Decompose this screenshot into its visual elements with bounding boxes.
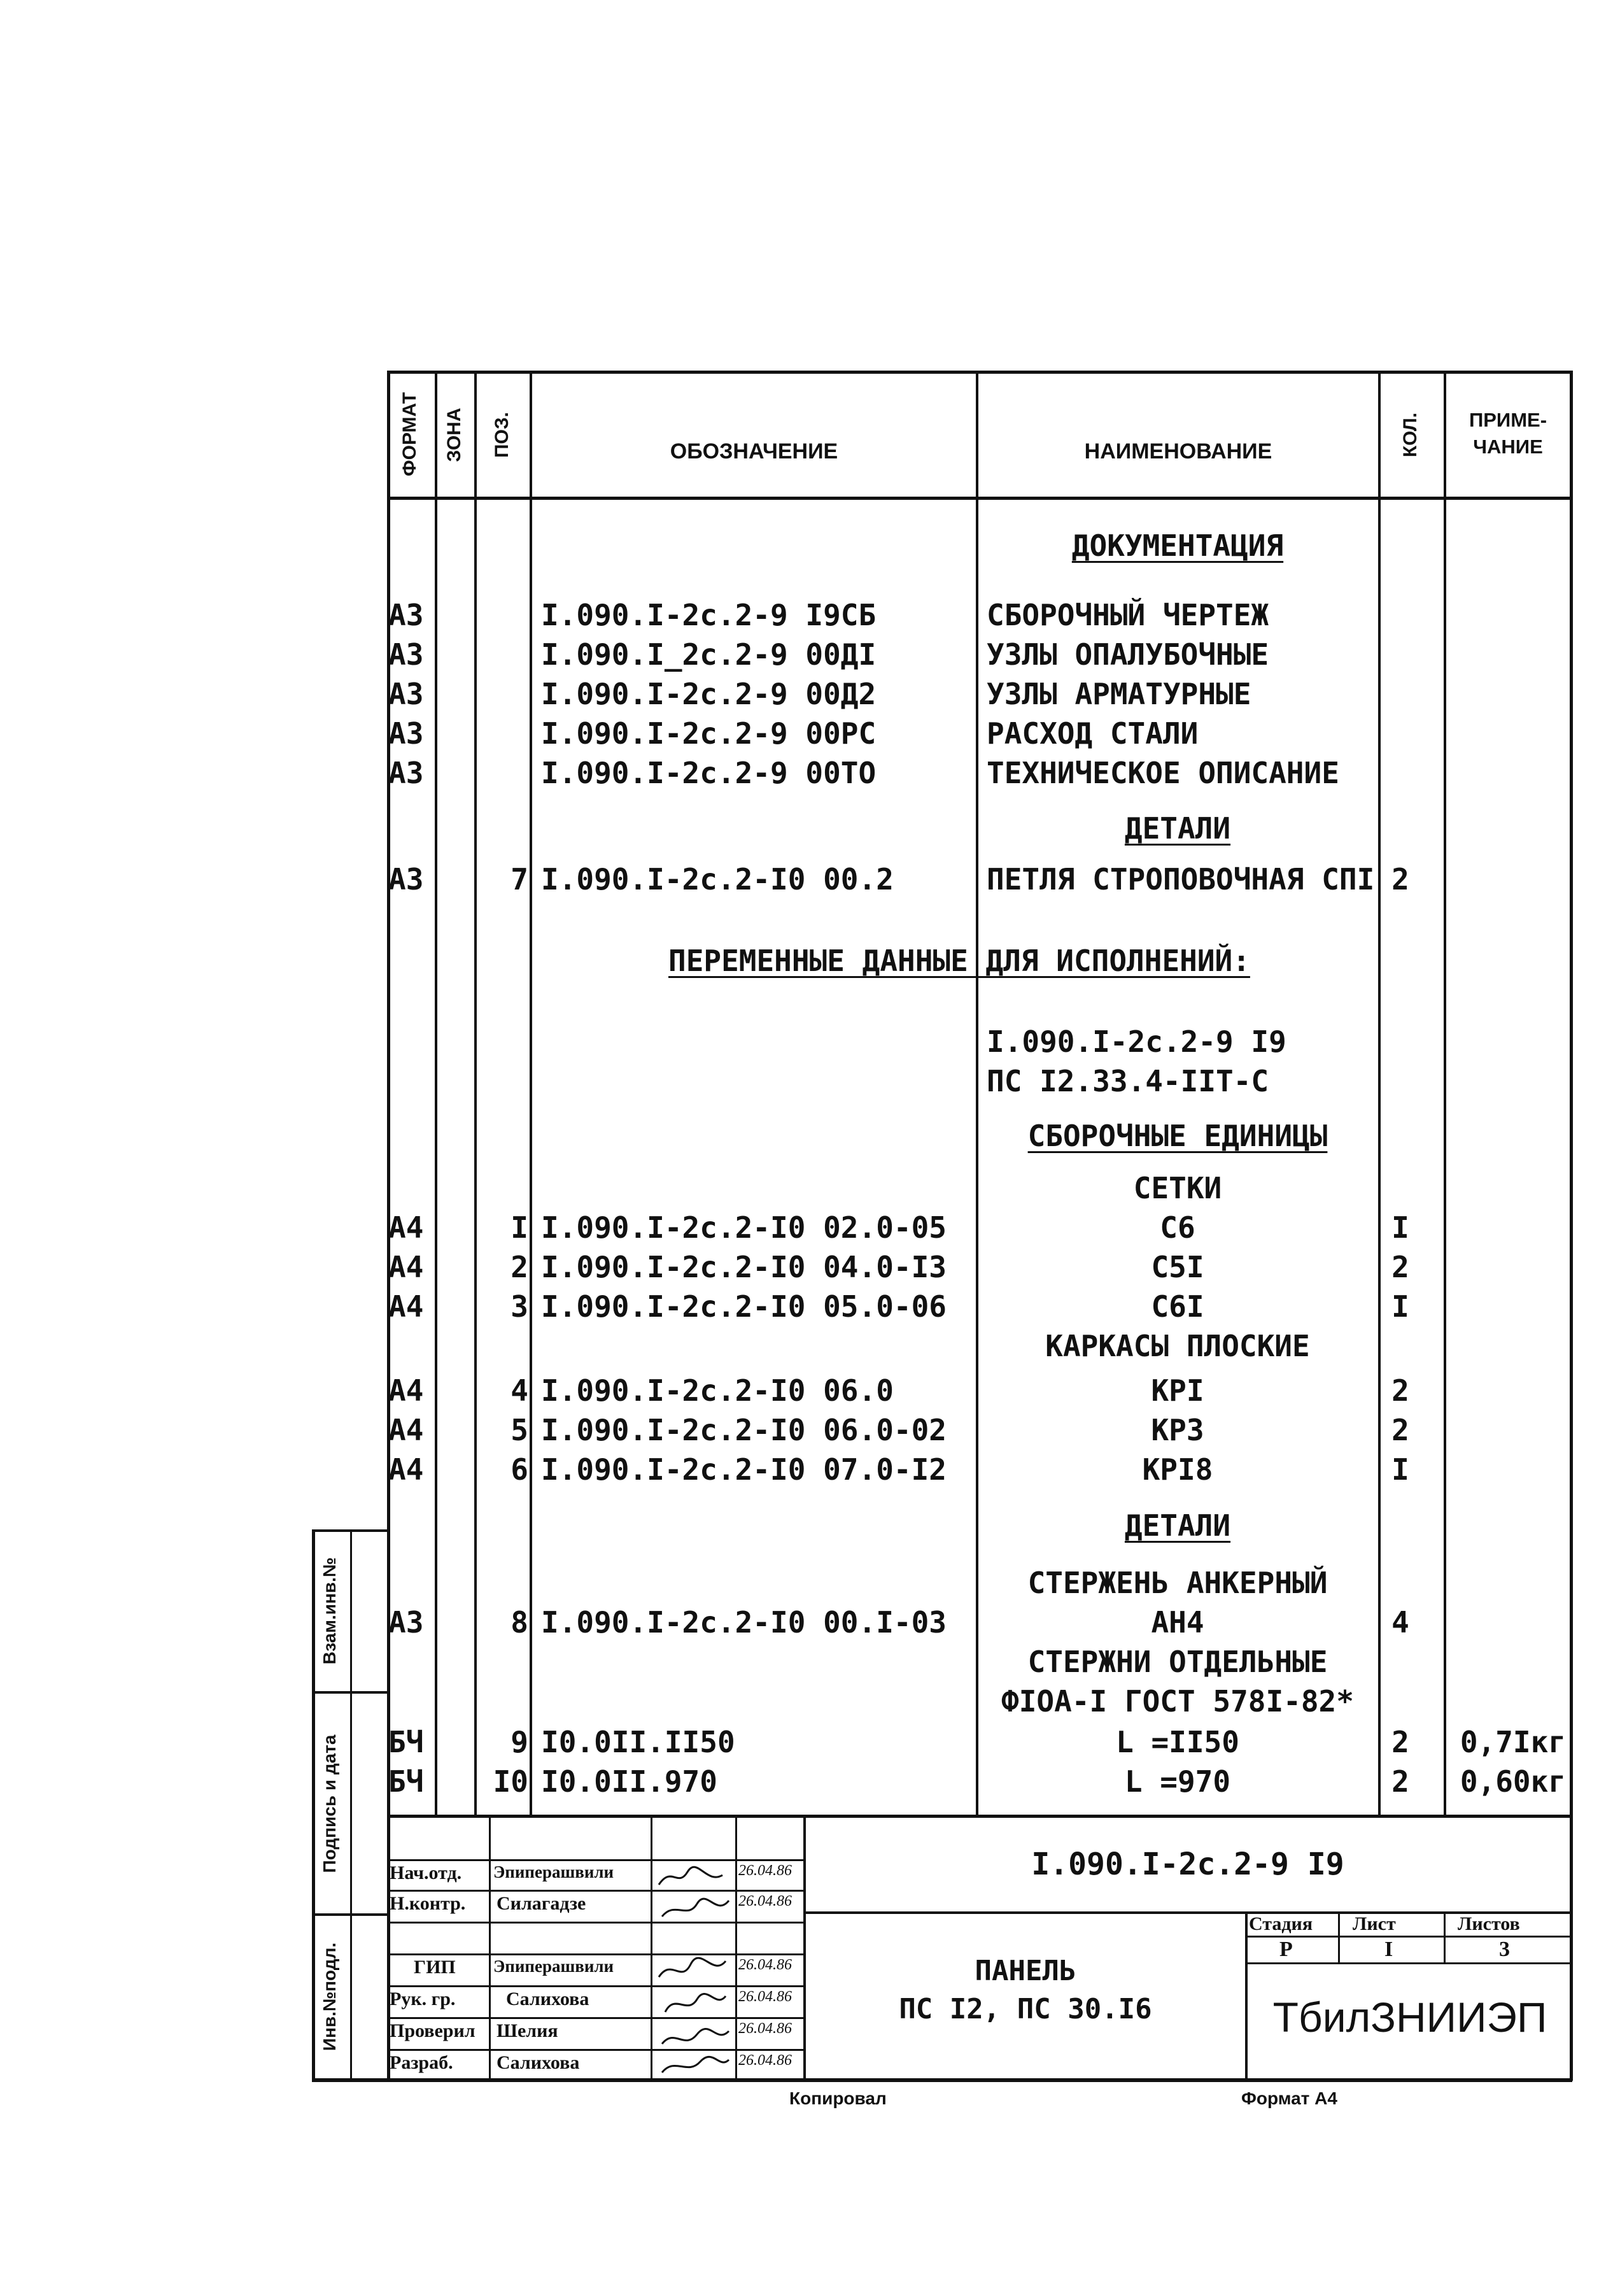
subsection-row-flat-frames [0, 1326, 1620, 1366]
tb-person-name: Эпиперашвили [493, 1862, 614, 1881]
designation-cell: I.090.I-2с.2-I0 07.0-I2 [541, 1452, 947, 1487]
tb-stage-value: Р [1279, 1938, 1293, 1961]
tb-role: ГИП [414, 1957, 456, 1978]
tb-sheet-value: I [1384, 1938, 1393, 1961]
format-cell: БЧ [388, 1725, 424, 1759]
table-row [0, 1247, 1620, 1287]
tb-sheets-label: Листов [1458, 1913, 1520, 1934]
designation-cell: I.090.I-2с.2-I0 06.0-02 [541, 1413, 947, 1447]
tb-role: Н.контр. [390, 1893, 466, 1914]
name-cell: СТЕРЖНИ ОТДЕЛЬНЫЕ [1027, 1645, 1328, 1679]
tb-mid-horizontal [803, 1911, 1572, 1914]
tb-sheets-value: 3 [1499, 1938, 1510, 1961]
designation-cell: I.090.I-2с.2-I0 04.0-I3 [541, 1250, 947, 1284]
tb-grid-h1 [387, 1859, 803, 1861]
header-note-line2: ЧАНИЕ [1473, 436, 1543, 458]
tb-grid-h4 [387, 1953, 803, 1955]
table-row [0, 714, 1620, 753]
tb-title-line2: ПС I2, ПС 30.I6 [899, 1993, 1152, 2025]
pos-cell: 4 [511, 1373, 528, 1408]
qty-cell: 2 [1391, 1373, 1409, 1408]
designation-cell: I.090.I-2с.2-9 00ТО [541, 756, 877, 790]
tb-organization: ТбилЗНИИЭП [1272, 1994, 1547, 2041]
tb-date: 26.04.86 [738, 1862, 792, 1879]
designation-cell: I.090.I-2с.2-9 00РС [541, 716, 877, 751]
table-row [0, 1287, 1620, 1326]
subsection-row-meshes [0, 1168, 1620, 1208]
side-stamp-inv-orig: Инв.№подл. [320, 1942, 339, 2052]
name-cell: РАСХОД СТАЛИ [987, 716, 1199, 751]
designation-cell: I.090.I-2с.2-I0 06.0 [541, 1373, 894, 1408]
subsection-title: КАРКАСЫ ПЛОСКИЕ [1045, 1329, 1310, 1363]
note-cell: 0,60кг [1460, 1764, 1566, 1799]
tb-grid-h7 [387, 2049, 803, 2051]
variable-data-title: ПЕРЕМЕННЫЕ ДАННЫЕ ДЛЯ ИСПОЛНЕНИЙ: [668, 944, 1250, 978]
pos-cell: 9 [511, 1725, 528, 1759]
name-cell: L =II50 [1116, 1725, 1239, 1759]
designation-cell: I.090.I-2с.2-9 00Д2 [541, 677, 877, 711]
tb-stage-row [1245, 1962, 1572, 1964]
tb-grid-h5 [387, 1985, 803, 1987]
name-cell: КРI [1151, 1373, 1204, 1408]
header-zone: ЗОНА [444, 407, 465, 462]
side-stamp-sep-1 [312, 1691, 387, 1694]
pos-cell: 6 [511, 1452, 528, 1487]
table-row [0, 1410, 1620, 1450]
designation-cell: I0.0II.II50 [541, 1725, 735, 1759]
section-row-details [0, 809, 1620, 848]
header-qty: КОЛ. [1400, 412, 1421, 458]
pos-cell: 7 [511, 862, 528, 896]
designation-cell: I0.0II.970 [541, 1764, 717, 1799]
frame-top [387, 371, 1572, 374]
format-cell: А3 [388, 1605, 424, 1640]
pos-cell: I0 [493, 1764, 528, 1799]
tb-role: Разраб. [390, 2052, 453, 2073]
section-row-documentation [0, 526, 1620, 565]
qty-cell: 2 [1391, 1725, 1409, 1759]
tb-date: 26.04.86 [738, 2052, 792, 2069]
pos-cell: 2 [511, 1250, 528, 1284]
tb-date: 26.04.86 [738, 1957, 792, 1973]
table-row [0, 1450, 1620, 1489]
table-row [0, 1722, 1620, 1762]
name-cell: С6I [1151, 1289, 1204, 1324]
table-row [0, 753, 1620, 793]
tb-person-name: Шелия [497, 2020, 558, 2041]
name-cell: СТЕРЖЕНЬ АНКЕРНЫЙ [1027, 1566, 1328, 1600]
name-cell: ФIOA-I ГОСТ 578I-82* [1001, 1684, 1354, 1718]
tb-bottom [312, 2078, 1572, 2082]
tb-stage-sep-2 [1444, 1911, 1446, 1962]
header-name: НАИМЕНОВАНИЕ [1084, 439, 1272, 464]
pos-cell: 8 [511, 1605, 528, 1640]
side-stamp-top [312, 1529, 387, 1532]
qty-cell: 2 [1391, 1764, 1409, 1799]
tb-sheet-label: Лист [1353, 1913, 1396, 1934]
side-stamp-sep-2 [312, 1913, 387, 1916]
format-cell: А4 [388, 1373, 424, 1408]
qty-cell: 2 [1391, 1250, 1409, 1284]
table-row [0, 1603, 1620, 1642]
name-cell: ТЕХНИЧЕСКОЕ ОПИСАНИЕ [987, 756, 1339, 790]
table-row [0, 1563, 1620, 1603]
name-cell: С5I [1151, 1250, 1204, 1284]
format-cell: А3 [388, 598, 424, 632]
table-row [0, 1762, 1620, 1801]
qty-cell: 2 [1391, 1413, 1409, 1447]
designation-cell: I.090.I-2с.2-I0 00.2 [541, 862, 894, 896]
tb-title-line1: ПАНЕЛЬ [975, 1955, 1076, 1987]
name-cell: ПЕТЛЯ СТРОПОВОЧНАЯ СПI [987, 862, 1375, 896]
tb-stage-sep-1 [1338, 1911, 1340, 1962]
name-cell: КР3 [1151, 1413, 1204, 1447]
table-row [0, 595, 1620, 635]
format-cell: А3 [388, 637, 424, 672]
subsection-title: СЕТКИ [1133, 1171, 1222, 1205]
format-cell: А3 [388, 677, 424, 711]
tb-role: Рук. гр. [390, 1988, 456, 2009]
tb-stage-label: Стадия [1249, 1913, 1313, 1934]
format-cell: А3 [388, 716, 424, 751]
tb-person-name: Эпиперашвили [493, 1957, 614, 1976]
tb-top [387, 1815, 1572, 1818]
designation-cell: I.090.I-2с.2-I0 00.I-03 [541, 1605, 947, 1640]
table-row [0, 1371, 1620, 1410]
section-title: ДЕТАЛИ [1124, 1508, 1231, 1543]
name-cell: ПС I2.33.4-IIТ-С [987, 1064, 1269, 1098]
format-cell: А3 [388, 862, 424, 896]
name-cell: УЗЛЫ АРМАТУРНЫЕ [987, 677, 1251, 711]
name-cell: СБОРОЧНЫЙ ЧЕРТЕЖ [987, 598, 1269, 632]
qty-cell: 4 [1391, 1605, 1409, 1640]
tb-grid-h2 [387, 1890, 803, 1892]
tb-role: Нач.отд. [390, 1862, 462, 1883]
table-row [0, 1061, 1620, 1101]
table-row [0, 1022, 1620, 1061]
pos-cell: I [511, 1210, 528, 1245]
tb-left-col-1 [489, 1815, 491, 2078]
tb-person-name: Салихова [497, 2052, 580, 2073]
section-row-details-2 [0, 1506, 1620, 1545]
tb-date: 26.04.86 [738, 1893, 792, 1910]
pos-cell: 3 [511, 1289, 528, 1324]
designation-cell: I.090.I-2с.2-I0 05.0-06 [541, 1289, 947, 1324]
side-stamp-inner [350, 1529, 352, 2081]
side-stamp-sign-date: Подпись и дата [320, 1734, 339, 1873]
side-stamp-replace-inv: Взам.инв.№ [320, 1557, 339, 1665]
tb-stage-row-2 [1245, 1936, 1572, 1938]
tb-grid-h6 [387, 2017, 803, 2019]
tb-left-col-3 [735, 1815, 737, 2078]
tb-grid-h3 [387, 1922, 803, 1924]
tb-role: Проверил [390, 2020, 475, 2041]
name-cell: УЗЛЫ ОПАЛУБОЧНЫЕ [987, 637, 1269, 672]
table-row [0, 860, 1620, 899]
section-title: ДОКУМЕНТАЦИЯ [1071, 528, 1284, 563]
name-cell: L =970 [1124, 1764, 1231, 1799]
format-cell: БЧ [388, 1764, 424, 1799]
table-row [0, 1208, 1620, 1247]
name-cell: КРI8 [1142, 1452, 1213, 1487]
section-row-assembly-units [0, 1116, 1620, 1156]
header-note-line1: ПРИМЕ- [1469, 409, 1547, 431]
format-cell: А3 [388, 756, 424, 790]
table-row [0, 635, 1620, 674]
format-cell: А4 [388, 1452, 424, 1487]
designation-cell: I.090.I_2с.2-9 00ДI [541, 637, 877, 672]
header-designation: ОБОЗНАЧЕНИЕ [670, 439, 838, 464]
name-cell: I.090.I-2с.2-9 I9 [987, 1024, 1286, 1059]
tb-date: 26.04.86 [738, 1988, 792, 2005]
format-cell: А4 [388, 1250, 424, 1284]
table-row [0, 1642, 1620, 1682]
table-row [0, 1682, 1620, 1721]
qty-cell: I [1391, 1210, 1409, 1245]
format-cell: А4 [388, 1210, 424, 1245]
section-title: СБОРОЧНЫЕ ЕДИНИЦЫ [1027, 1119, 1328, 1153]
footer-format: Формат А4 [1241, 2088, 1337, 2108]
side-stamp-left [312, 1529, 315, 2081]
designation-cell: I.090.I-2с.2-I0 02.0-05 [541, 1210, 947, 1245]
header-format: ФОРМАТ [399, 392, 420, 476]
tb-doc-code: I.090.I-2с.2-9 I9 [1031, 1846, 1344, 1882]
footer-copied: Копировал [789, 2088, 887, 2108]
format-cell: А4 [388, 1413, 424, 1447]
table-row [0, 674, 1620, 714]
name-cell: АН4 [1151, 1605, 1204, 1640]
section-title: ДЕТАЛИ [1124, 811, 1231, 846]
qty-cell: 2 [1391, 862, 1409, 896]
tb-person-name: Салихова [506, 1988, 589, 2009]
tb-person-name: Силагадзе [497, 1893, 586, 1914]
tb-date: 26.04.86 [738, 2020, 792, 2037]
frame-header-bottom [387, 497, 1572, 500]
variable-data-heading [0, 941, 1620, 981]
note-cell: 0,7Iкг [1460, 1725, 1566, 1759]
format-cell: А4 [388, 1289, 424, 1324]
pos-cell: 5 [511, 1413, 528, 1447]
designation-cell: I.090.I-2с.2-9 I9СБ [541, 598, 877, 632]
qty-cell: I [1391, 1452, 1409, 1487]
signature-set [652, 1859, 735, 2076]
name-cell: С6 [1160, 1210, 1195, 1245]
header-pos: ПОЗ. [491, 411, 512, 458]
qty-cell: I [1391, 1289, 1409, 1324]
